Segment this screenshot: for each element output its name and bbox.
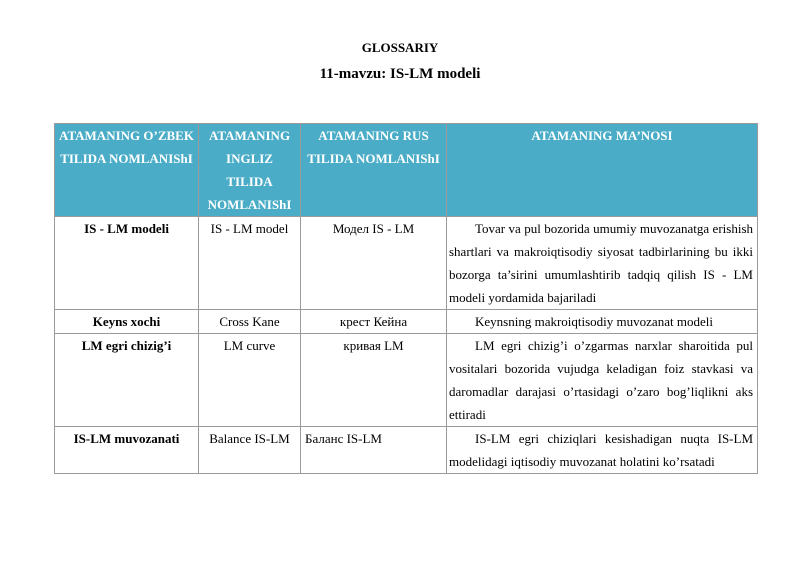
table-row	[55, 217, 758, 310]
cell-meaning: Keynsning makroiqtisodiy muvozanat modeli	[447, 310, 758, 334]
cell-russian-term: крест Кейна	[301, 310, 447, 334]
cell-english-term: IS - LM model	[199, 217, 301, 310]
cell-meaning: Tovar va pul bozorida umumiy muvozanatga erishish shartlari va makroiqtisodiy siyosat tadbirlarining bu ikki bozorga ta’sirini umumlashtirib tadqiq qilish IS - LM modeli yordamida bajariladi	[447, 217, 758, 310]
header-uzbek-term: ATAMANING O’ZBEK TILIDA NOMLANIShI	[55, 124, 199, 217]
cell-russian-term: Баланс IS-LM	[301, 427, 447, 474]
cell-meaning: LM egri chizig’i o’zgarmas narxlar sharoitida pul vositalari bozorida vujudga keladigan foiz stavkasi va daromadlar darajasi o’rtasidagi o’zaro bog’liqlikni aks ettiradi	[447, 334, 758, 427]
document-subtitle: 11-mavzu: IS-LM modeli	[319, 66, 481, 82]
glossary-table	[54, 123, 758, 474]
cell-uzbek-term: LM egri chizig’i	[55, 334, 199, 427]
table-header-row	[55, 124, 758, 217]
cell-russian-term: Модел IS - LM	[301, 217, 447, 310]
header-russian-term: ATAMANING RUS TILIDA NOMLANIShI	[301, 124, 447, 217]
cell-meaning: IS-LM egri chiziqlari kesishadigan nuqta IS-LM modelidagi iqtisodiy muvozanat holatini ko’rsatadi	[447, 427, 758, 474]
cell-uzbek-term: IS-LM muvozanati	[55, 427, 199, 474]
table-row	[55, 334, 758, 427]
cell-russian-term: кривая LM	[301, 334, 447, 427]
table-row	[55, 310, 758, 334]
table-row	[55, 427, 758, 474]
cell-uzbek-term: IS - LM modeli	[55, 217, 199, 310]
header-meaning: ATAMANING MA’NOSI	[447, 124, 758, 217]
cell-english-term: Cross Kane	[199, 310, 301, 334]
document-title: GLOSSARIY	[361, 40, 439, 55]
cell-english-term: Balance IS-LM	[199, 427, 301, 474]
header-english-term: ATAMANING INGLIZ TILIDA NOMLANIShI	[199, 124, 301, 217]
cell-english-term: LM curve	[199, 334, 301, 427]
cell-uzbek-term: Keyns xochi	[55, 310, 199, 334]
